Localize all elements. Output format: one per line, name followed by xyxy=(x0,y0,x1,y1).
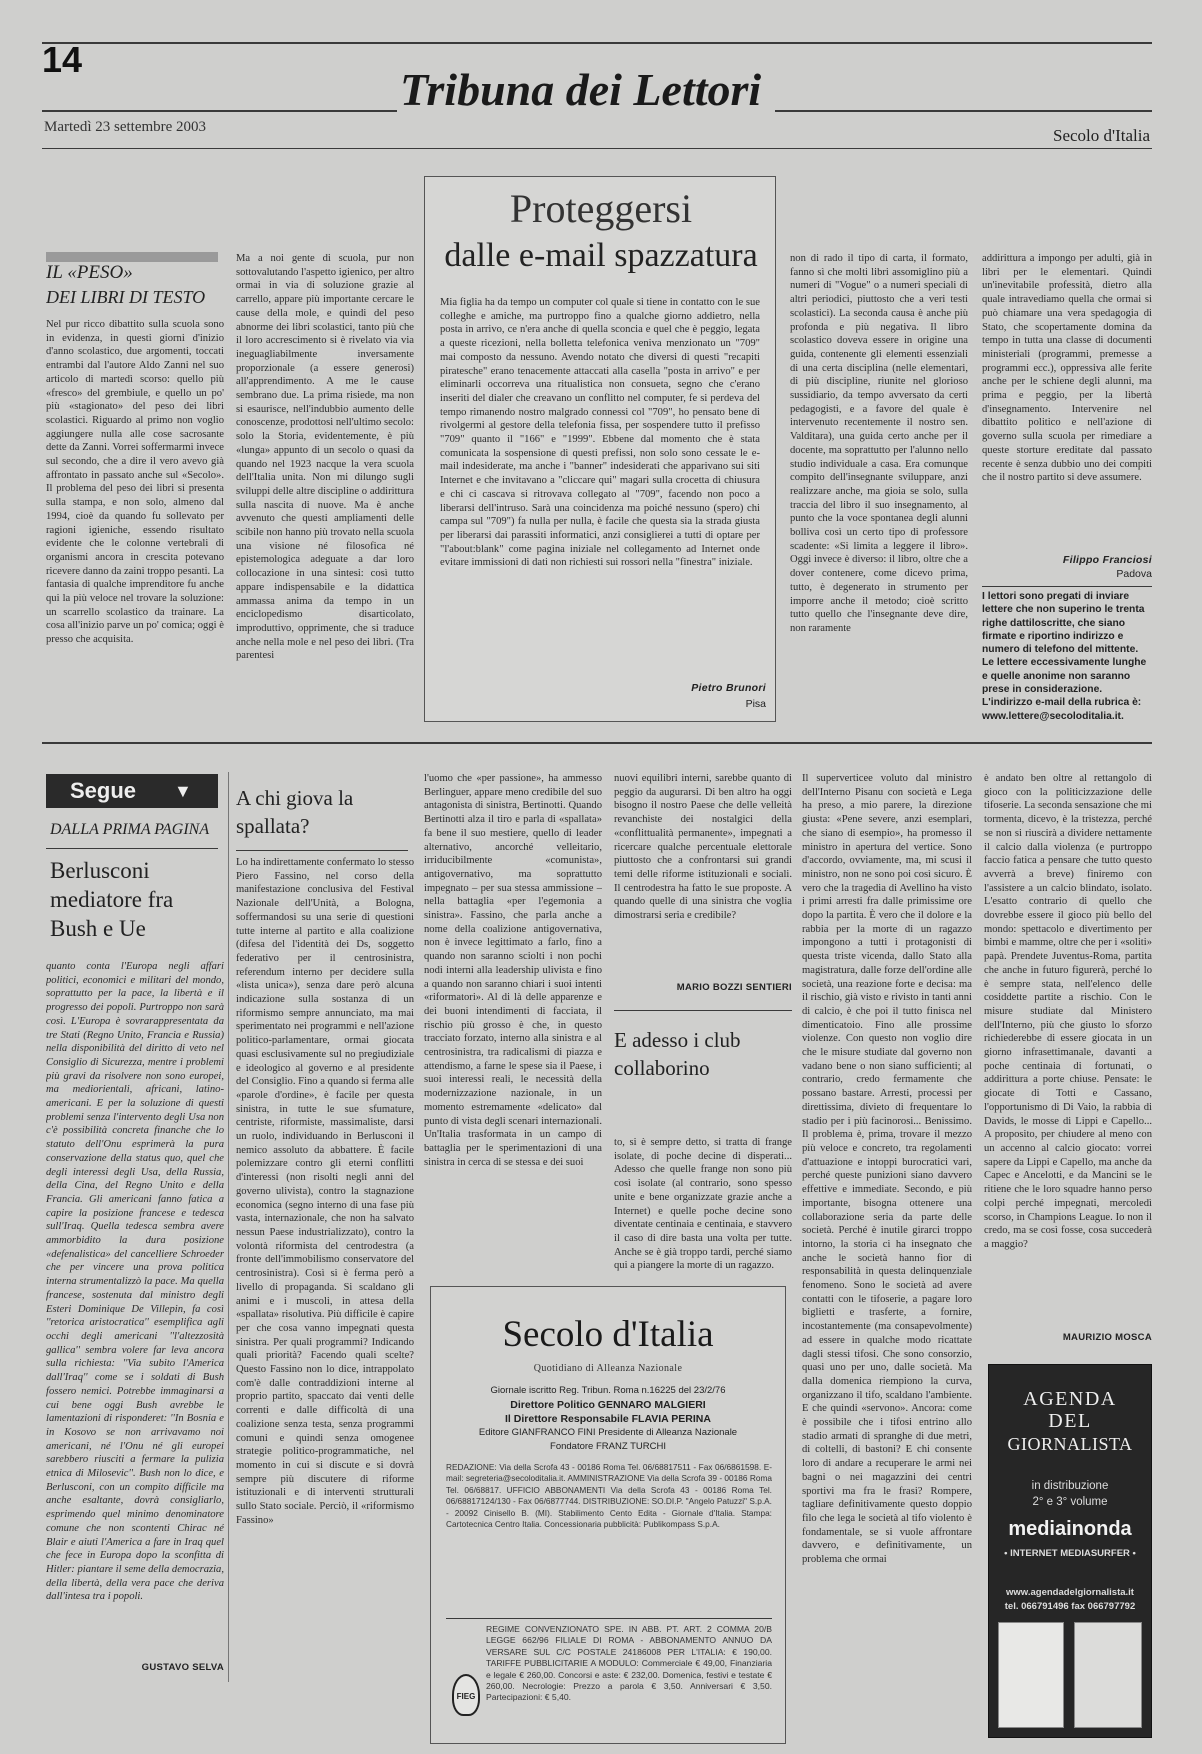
peso-title-line2: DEI LIBRI DI TESTO xyxy=(46,287,206,307)
ad-network: • INTERNET MEDIASURFER • xyxy=(1004,1548,1136,1559)
col4-body: nuovi equilibri interni, sarebbe quanto di peggio da augurarsi. Di ben altro ha oggi bisogno il nostro Paese che delle velleità revanchiste dei nostalgici della «conflittualità permanente», impegnati a ricercare qualche percentuale elettorale piuttosto che a confrontarsi sui grandi temi delle riforme istituzionali e sociali. Il centrodestra ha fatto le sue proposte. A quando quelle di una sinistra che voglia dimostrarsi seria e credibile? xyxy=(614,773,792,922)
ad-line3: GIORNALISTA xyxy=(1007,1434,1133,1454)
peso-place: Padova xyxy=(1116,568,1152,580)
ad-book-image-2 xyxy=(1074,1622,1142,1728)
masthead-director: Direttore Politico GENNARO MALGIERI xyxy=(510,1399,706,1411)
segue-rule xyxy=(46,848,218,849)
peso-signature: Filippo Franciosi xyxy=(1062,554,1152,566)
masthead-editor: Editore GIANFRANCO FINI Presidente di Alleanza Nazionale xyxy=(478,1427,738,1438)
col4-signature: MARIO BOZZI SENTIERI xyxy=(676,982,792,993)
notice-rule xyxy=(982,586,1152,587)
masthead-resp-director: Il Direttore Responsabile FLAVIA PERINA xyxy=(505,1413,711,1425)
ad-dist2: 2° e 3° volume xyxy=(1032,1496,1108,1508)
masthead-info-rule xyxy=(446,1618,772,1619)
col6-signature: MAURIZIO MOSCA xyxy=(1062,1332,1152,1343)
spallata-body: Lo ha indirettamente confermato lo stesso Piero Fassino, nel corso della manifestazione conclusiva del Festival Nazionale dell'Unità, a Bologna, soffermandosi su una serie di questioni tutte interne al partito e alla coalizione (difesa del l'identità dei Ds, soggetto federativo per il centrosinistra, referendum interno per decidere sulla «lista unica»), senza dare però alcuna indicazione sulla sostanza di un riformismo sempre annunciato, ma mai sperimentato nei programmi e nell'azione politico-parlamentare, ormai giocata quasi esclusivamente sul no pregiudiziale e ideologico al governo e al presidente del Consiglio. Fino a quando si ferma alle «parole d'ordine», è facile per questa sinistra, in tutte le sue sfumature, centriste, riformiste, massimaliste, darsi un ruolo, individuando in Berlusconi il nemico assoluto da abbattere. È facile polemizzare contro gli eterni conflitti d'interessi (non risolti negli anni del governo ulivista), contro la stagnazione economica (segno interno di una fase più vasta, internazionale, che non ha salvato nessun Paese industrializzato), contro la volontà riformista del centrodestra (a fronte dell'immobilismo conservatore del centrosinistra). Così si è ferma però a livello di propaganda. Si scaldano gli animi e i muscoli, in attesa della «spallata» risolutiva. Più difficile è capire per che cosa vanno impegnati questa sinistra. Per quali programmi? Indicando quali priorità? Facendo quali scelte? Questo Fassino non lo dice, intrappolato com'è dalle contraddizioni interne al proprio partito, spaccato dai venti delle correnti e dalle difficoltà di una coalizione senza testa, senza programmi comuni e quindi senza omogenee strategie politico-programmatiche, nel momento in cui si discute e si dovrà sempre più discutere di riforme istituzionali e di interventi strutturali sullo Stato sociale. Perciò, il «riformismo Fassino» xyxy=(236,857,414,1526)
spallata-rule xyxy=(236,850,408,851)
peso-body-col1: Nel pur ricco dibattito sulla scuola sono in evidenza, in questi giorni d'inizio d'anno scolastico, due argomenti, toccati entrambi dal l'autore Aldo Zanni nel suo articolo di martedì scorso: quello più «fresco» del grembiule, e quello un po' più «stagionato» del peso dei libri scolastici. Riguardo al primo non voglio aggiungere nulla alle cose sacrosante dette da Zanni. Vorrei soffermarmi invece sul secondo, che a dire il vero avevo già affrontato in passato anche sul «Secolo». Il problema del peso dei libri si presenta sulla stampa, e non solo, almeno dal 1994, cioè da quando fu sollevato per ragioni igieniche, essendo risultato evidente che le colonne vertebrali di organismi ancora in crescita potevano ricevere danno da zaini troppo pesanti. La fantasia di qualche imprenditore fu anche qui la più veloce nel trovare la soluzione: un scarrello scolastico da trainare. La cosa all'inizio parve un po' comica; oggi è presso che acquisita. xyxy=(46,319,224,646)
header-bottom-rule xyxy=(42,148,1152,149)
middle-col-body: l'uomo che «per passione», ha ammesso Berlinguer, appare meno credibile del suo antagonista di sinistra, Bertinotti. Quando Bertinotti alza il tiro e parla di «spallata» fa bene il suo mestiere, quello di leader alternativo, ancorché velleitario, irriducibilmente «comunista», antigovernativo, ma soprattutto impegnato – per sua stessa ammissione – nella battaglia «per l'egemonia a sinistra». Fassino, che parla anche a nome della coalizione antigovernativa, non è invece legittimato a farlo, fino a quando non saranno sciolti i non pochi nodi interni alla leadership ulivista e fino a quando non saranno chiari i suoi intenti «riformatori». Al di là delle apparenze e dei buoni intendimenti di facciata, il rischio più grosso è che, in questo tracciato forzato, interno alla sinistra e al centrosinistra, tra radicalismi di piazza e attendismo, a farne le spese sia il Paese, i suoi interessi reali, le necessità della modernizzazione nazionale, in un momento estremamente «delicato» dal punto di vista degli scenari internazionali. Un'Italia trasformata in un campo di battaglia per le sperimentazioni di una sinistra in cerca di se stessa e dei suoi xyxy=(424,773,602,1168)
fieg-logo xyxy=(452,1674,480,1716)
fieg-logo-text: FIEG xyxy=(456,1692,476,1701)
feature-signature: Pietro Brunori xyxy=(691,682,766,694)
section-divider xyxy=(42,742,1152,744)
segue-arrow-icon: ▼ xyxy=(174,781,192,801)
masthead-registration: Giornale iscritto Reg. Tribun. Roma n.16225 del 23/2/76 xyxy=(490,1385,726,1396)
col5-body: Il superverticee voluto dal ministro dell'Interno Pisanu con società e Lega ha preso, a mio parere, la direzione giusta: «Pene severe, anzi esemplari, che siano di esempio», ha promesso il ministro in apertura del vertice. Sono d'accordo, ovviamente, ma, mi scusi il ministro, non ne sono poi così sicuro. È vero che la tragedia di Avellino ha visto i primi arresti fra dalle primissime ore dopo la partita. È vero che il dolore e la rabbia per la morte di un ragazzo impongono a tutti i protagonisti di questa triste vicenda, dallo Stato alla magistratura, dalle forze dell'ordine alle società, una reazione forte e decisa: ma il rischio, già visto e rivisto in tanti anni di calcio, è che poi il tutto finisca nel dimenticatoio. Fino alle prossime violenze. Con questo non voglio dire che le misure studiate dal governo non vadano bene o non siano sufficienti; al contrario, credo fermamente che possano bastare. Arresti, processi per direttissima, divieto di frequentare lo stadio per i più facinorosi... Benissimo. Il problema è, prima, trovare il mezzo più veloce e concreto, tra regolamenti d'attuazione e intoppi burocratici vari, perché queste punizioni siano davvero effettive e immediate. Secondo, e più importante, bisogna ottenere una collaborazione seria da parte delle società. Perché è inutile girarci troppo intorno, la storia ci ha insegnato che anche le società hanno fior di responsabilità in questa delinquenziale fenomeno. Sono le società ad avere contatti con le tifoserie, a pagare loro biglietti e trasferte, a fornire, incostantemente (ma consapevolmente) ad essere in qualche modo ricattate dagli stessi tifosi. Che sono consorzio, quasi uno per uno, dalle società. Ma dalla domenica riempiono la curva, organizzano il tifo, scaldano l'ambiente. E che quindi «servono». Ancora: come è possibile che i tifosi entrino allo stadio armati di spranghe di due metri, di coltelli, di bastoni? E chi consente loro di andare a recuperare le armi nei bagni o nei magazzini dei centri sportivi ma fra le frasi? Rompere, tagliare definitivamente questo doppio filo che lega le società al tifo violento è fondamentale, se si vuole affrontare davvero, e definitivamente, un problema che ormai xyxy=(802,773,972,1566)
col6-body: è andato ben oltre al rettangolo di gioco con la politicizzazione delle tifoserie. La seconda sensazione che mi tormenta, dicevo, è la tristezza, perché se non si riuscirà a dividere nettamente il calcio dalla violenza (e purtroppo faccio fatica a pensare che tutto questo avverrà a breve) finiremo con l'assistere a un calcio blindato, isolato. L'esatto contrario di quello che dovrebbe essere il gioco più bello del mondo: spettacolo e divertimento per bimbi e mamme, oltre che per i «soliti» papà. Prendete Juventus-Roma, partita che anche in futuro figurerà, perché lo è sempre stata, nell'elenco delle cosiddette partite a rischio. Con le misure studiate dal Ministero dell'Interno, più che giusto lo sforzo richiederebbe di essere giocata in un giorno infrasettimanale, davanti a poche centinaia di fortunati, o addirittura a porte chiuse. Pensate: le giocate di Totti e Cassano, l'opportunismo di Di Vaio, la rabbia di Davids, le mosse di Lippi e Capello... A proposito, per chiudere al meno con un accenno al calcio giocato: vorrei sapere da Lippi e Capello, ma anche da Capec e Ancelotti, e da Mancini se le ritiene che le loro squadre hanno perso colpi perché impegnati, mercoledì scorso, in Champions League. Io non il credo, ma se così fosse, cosa succederà a maggio? xyxy=(984,773,1152,1250)
column-rule-bottom-1 xyxy=(228,772,229,1682)
spallata-title: A chi giova la spallata? xyxy=(236,786,354,838)
masthead-founder: Fondatore FRANZ TURCHI xyxy=(550,1441,666,1452)
issue-date: Martedì 23 settembre 2003 xyxy=(44,119,207,135)
section-title: Tribuna dei Lettori xyxy=(400,64,762,115)
segue-from: DALLA PRIMA PAGINA xyxy=(50,821,210,838)
peso-body-col2: Ma a noi gente di scuola, pur non sottovalutando l'aspetto igienico, per altro ormai in via di soluzione grazie al carrello, appare più importante cercare le cause della mole, e quindi del peso abnorme dei libri scolastici, tanto più che il loro accrescimento si è rivelato via via ineguagliabilmente inversamente proporzionale (a essere generosi) all'apprendimento. A me le cause sembrano due. La prima risiede, ma non si esaurisce, nell'indubbio aumento delle conoscenze, prodottosi nell'ultimo secolo: solo la Storia, evidentemente, è più «lunga» appunto di un secolo o quasi da quando nel 1923 nacque la vera scuola dell'Italia unita. Non mi dilungo sugli sviluppi delle altre discipline o addirittura sulla nascita di nuove. Ma è anche avvenuto che questi ampliamenti delle scibile non hanno più trovato nella scuola una visione né filosofica né epistemologica adeguate a dar loro collocazione in una sintesi: così tutto appare indispensabile e la didattica ammassa anima da tempo in un enciclopedismo disarticolato, improduttivo, opprimente, che si traduce anche nella mole e nel peso dei libri. (Tra parentesi xyxy=(236,253,414,662)
ad-book-image-1 xyxy=(998,1622,1064,1728)
header-top-rule xyxy=(42,42,1152,44)
peso-title-bar xyxy=(46,252,218,262)
feature-title-line2: dalle e-mail spazzatura xyxy=(444,237,758,274)
masthead-subscription: REGIME CONVENZIONATO SPE. IN ABB. PT. ART. 2 COMMA 20/B LEGGE 662/96 FILIALE DI ROMA - ABBONAMENTO ANNUO DA VERSARE SUL C/C POSTALE 24186008 PER L'ITALIA: € 190,00. TARIFFE PUBBLICITARIE A MODULO: Commerciale € 49,00, Finanziaria e legale € 260,00. Concorsi e aste: € 232,00. Domenica, festivi e testate € 260,00. Necrologie: Prezzo a parola € 3,50. Anniversari € 3,50. Partecipazioni: € 5,40. xyxy=(486,1624,772,1703)
segue-title: Berlusconi mediatore fra Bush e Ue xyxy=(50,858,174,941)
ad-brand: mediainonda xyxy=(1008,1518,1132,1540)
ad-dist1: in distribuzione xyxy=(1031,1480,1109,1492)
feature-place: Pisa xyxy=(745,698,766,710)
ad-phone: tel. 066791496 fax 066797792 xyxy=(1004,1601,1136,1612)
ad-line2: DEL xyxy=(1048,1410,1092,1432)
club-title: E adesso i club collaborino xyxy=(614,1028,741,1080)
masthead-info: REDAZIONE: Via della Scrofa 43 - 00186 Roma Tel. 06/68817511 - Fax 06/6861598. E-mail: segreteria@secoloditalia.it. AMMINISTRAZIONE Via della Scrofa 39 - 00186 Roma Tel. 06/68817. UFFICIO ABBONAMENTI Via della Scrofa 43 - 00186 Roma Tel. 06/68817124/130 - Fax 06/6877744. DISTRIBUZIONE: SO.DI.P. "Angelo Patuzzi" S.p.A. - 20092 Cinisello B. (MI). Stabilimento Cento Edita - Giornale d'Italia. Stampa: Cartotecnica Centro Italia. Concessionaria pubblicità: Publikompass S.p.A. xyxy=(446,1462,772,1530)
header-left-rule xyxy=(42,110,397,112)
masthead-box-subtitle: Quotidiano di Alleanza Nazionale xyxy=(533,1363,683,1374)
club-body: to, si è sempre detto, si tratta di frange isolate, di poche decine di disperati... Adesso che quelle frange non sono più così isolate (al contrario, sono spesso unite e bene organizzate grazie anche a Internet) e quelle poche decine sono diventate centinaia e centinaia, e stavvero il caso di dire basta una volta per tutte. Anche se è già troppo tardi, perché siamo qui a piangere la morte di un ragazzo. xyxy=(614,1137,792,1272)
peso-body-col3: non di rado il tipo di carta, il formato, fanno sì che molti libri assomiglino più a numeri di "Vogue" o a numeri speciali di altri periodici, piuttosto che a veri testi scolastici). La seconda causa è anche più profonda e più negativa. Il libro scolastico doveva essere in origine una guida, contenente gli elementi essenziali di una certa disciplina (nelle elementari, di più discipline, riunite nel glorioso sussidiario, da tempo avversato da certi pedagogisti, e a favore del quale è intervenuto recentemente il nostro sen. Valditara), una guida certo anche per il docente, ma soprattutto per l'alunno nello studio individuale a casa. Era comunque compito dell'insegnante sviluppare, anzi realizzare anche, ma gioia se solo, sulla traccia del libro il suo insegnamento, al punto che la voce spontanea degli alunni bolliva così un certo tipo di professore scadente: «Si limita a leggere il libro». Oggi invece è diverso: il libro, oltre che a dover contenere, come dicevo prima, tutto, è degenerato in strumento per imporre anche il metodo; cioè scritto tutto quello che l'insegnante deve dire, non raramente xyxy=(790,253,968,634)
segue-body: quanto conta l'Europa negli affari politici, economici e militari del mondo, soprattutto per la pace, la libertà e il progresso dei popoli. Purtroppo non sarà così. L'Europa è sovrarappresentata da tre Stati (Regno Unito, Francia e Russia) nella disponibilità del diritto di veto nel Consiglio di Sicurezza, mentre i problemi più gravi da risolvere non sono europei, ma mediorientali, africani, latino-americani. E per la soluzione di questi problemi senza l'intervento degli Usa non c'è possibilità concreta finanche che lo statuto dell'Onu esprimerà la pura conservazione della status quo, quel che degli interessi degli Usa, della Russia, della Cina, del Regno Unito e della Francia. Gli americani fanno fatica a capire la posizione francese e tedesca sull'Iraq. Quella tedesca sembra avere ammorbidito la dura posizione «defenalistica» del cancelliere Schroeder che per vincere una prova politica interna strumentalizzò la pace. Ma quella francese, sostenuta dal ministro degli Esteri Dominique De Villepin, fa così ''retorica aristocratica'' esemplifica agli occhi degli americani ''l'altezzosità gallica'' sembra volere far leva ancora sulla richiesta: ''Via subito l'America dall'Iraq'' come se i soldati di Bush fossero nemici. Potrebbe immaginarsi a cui bene oggi Bush avrebbe le lamentazioni di risponderet: ''In Bosnia e in Kosovo se non arrivavamo noi americani, né l'Onu né gli europei sarebbero riusciti a fermare la pulizia etnica di Milosevic''. Bush non lo dice, e Berlusconi, con un compito difficile ma anche esaltante, dovrà consigliarlo, esprimendo quel minimo denominatore comune che non scontenti Chirac né Blair e aiuti l'America a fare in Iraq quel che fece in Europa dopo la sconfitta di Hitler: piantare il seme della democrazia, della libertà, della vera pace che deriva dall'intesa tra i popoli. xyxy=(46,961,224,1603)
ad-line1: AGENDA xyxy=(1023,1388,1117,1410)
segue-label: Segue xyxy=(70,778,137,803)
feature-title-line1: Proteggersi xyxy=(509,186,693,231)
masthead-box-title: Secolo d'Italia xyxy=(502,1314,714,1355)
segue-signature: GUSTAVO SELVA xyxy=(141,1662,224,1673)
letters-notice: I lettori sono pregati di inviare lettere che non superino le trenta righe dattiloscritte, che siano firmate e riportino indirizzo e numero di telefono del mittente. Le lettere eccessivamente lunghe e quelle anonime non saranno prese in considerazione. L'indirizzo e-mail della rubrica è: www.lettere@secoloditalia.it. xyxy=(982,591,1147,722)
header-right-rule xyxy=(775,110,1152,112)
page-number: 14 xyxy=(42,40,83,80)
ad-url: www.agendadelgiornalista.it xyxy=(1006,1587,1134,1598)
peso-body-col4: addirittura a impongo per adulti, già in libri per le elementari. Quindi un'inevitabile professità, dietro alla quale intravediamo quella che ormai si può chiamare una vera spedagogia di Stato, che scopertamente domina da tempo in tutta una classe di documenti ministeriali (programmi, premesse a programmi ecc.), oppressiva alle ferite anche per le schiene degli alunni, ma prima e peggio, per la libertà d'insegnamento. Intervenire nel dibattito politico e nell'azione di governo sulla scuola per rimediare a queste storture ereditate dal passato recente è senza dubbio uno dei compiti che il nostro partito si deve assumere. xyxy=(982,253,1152,484)
peso-title-line1: IL «PESO» xyxy=(46,262,133,283)
feature-body: Mia figlia ha da tempo un computer col quale si tiene in contatto con le sue colleghe e amiche, ma purtroppo fino a qualche giorno addietro, nella posta in arrivo, ce n'era anche di quella sconcia e quel che è peggio, legata a queste ricezioni, nella bolletta telefonica veniva menzionato un "709" mai composto da nessuno. Avendo notato che diversi di questi "recapiti piratesche" erano tenacemente attaccati alla casella "posta in arrivo" e per eliminarli occorreva una ritualistica non consueta, segno che c'erano inseriti del dialer che creavano un conflitto nel computer, fe si perdeva del tempo rimanendo nostro malgrado connessi col "709", ho pensato bene di rivolgermi al gestore della telefonia fissa, per sospendere tutto il prefisso "709" quanto il "166" e "1999". Ebbene dal momento che è stata comunicata la sospensione di questi prefissi, non solo sono cessate le e-mail indesiderate, ma anche i "banner" indesiderati che apparivano sui siti Internet e che invitavano a "cliccare qui" magari sulla crocetta di chiusura e chi ci cascava si ritrovava collegato al "709", facendo non poco a liberarsi dell'intruso. Sarà una coincidenza ma poiché nessuno (spero) chi campa sul "709") fa nulla per nulla, è facile che questa sia la strada giusta per liberarsi dai parassiti informatici, anzi consiglierei a tutti di optare per "l'about:blank" come pagina iniziale nel collegamento ad Internet onde evitare immissioni di dati non richiesti sui rossori nella "finestra" iniziale. xyxy=(440,297,760,569)
club-top-rule xyxy=(614,1010,792,1011)
masthead-small: Secolo d'Italia xyxy=(1052,126,1150,145)
